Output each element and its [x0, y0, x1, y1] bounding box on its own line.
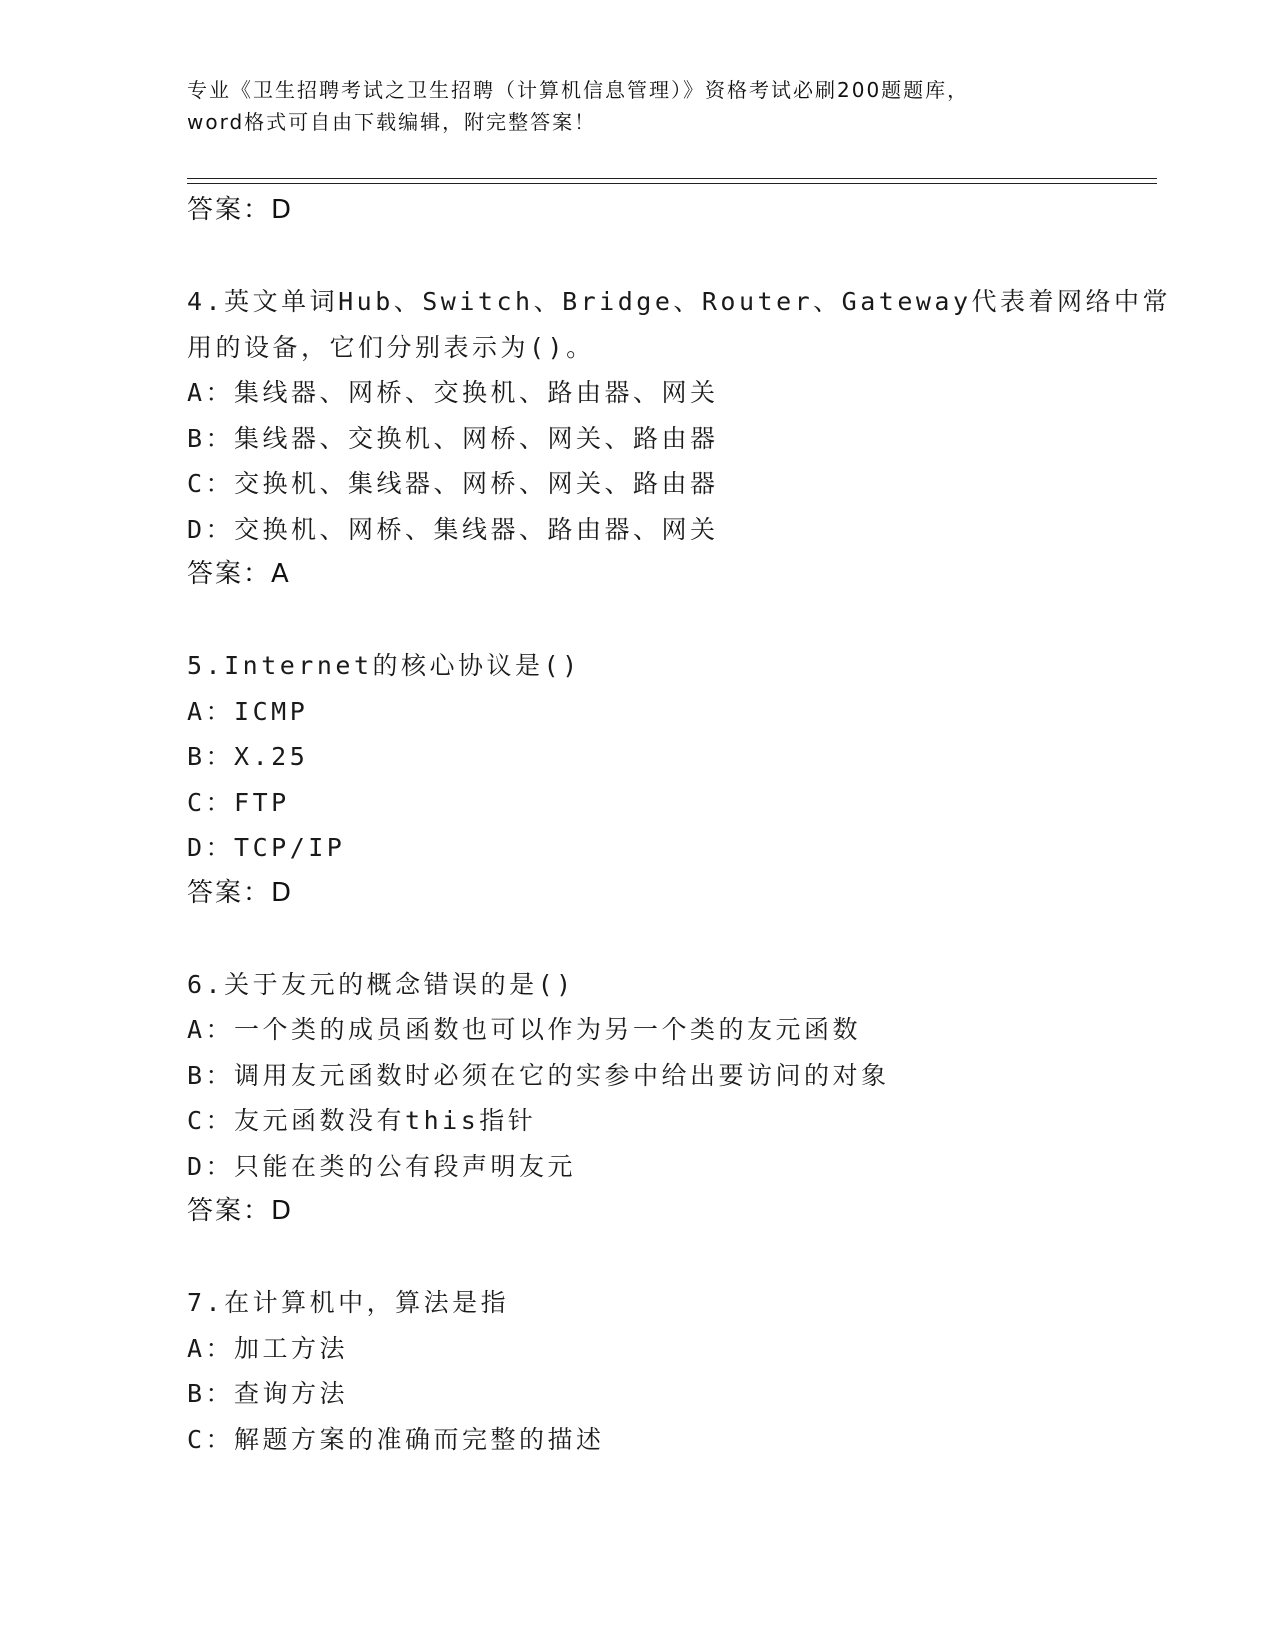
option-c: C：友元函数没有this指针: [187, 1106, 537, 1135]
question-stem: 6.关于友元的概念错误的是(): [187, 969, 575, 999]
option-c: C：交换机、集线器、网桥、网关、路由器: [187, 469, 719, 498]
question-stem: 5.Internet的核心协议是(): [187, 651, 581, 680]
option-b: B：调用友元函数时必须在它的实参中给出要访问的对象: [187, 1060, 890, 1090]
option-a: A：加工方法: [187, 1333, 349, 1363]
question-item: [187, 1280, 1177, 1462]
answer-line: 答案：D: [187, 877, 294, 908]
document-header: [187, 74, 1067, 138]
question-stem: 4.英文单词Hub、Switch、Bridge、Router、Gateway代表着网络中常: [187, 287, 1172, 316]
spacer: [187, 598, 1177, 644]
question-list: [187, 188, 1177, 1462]
header-divider-bottom: [187, 183, 1157, 184]
question-stem: 7.在计算机中，算法是指: [187, 1288, 510, 1317]
option-a: A：一个类的成员函数也可以作为另一个类的友元函数: [187, 1015, 862, 1044]
question-item: [187, 279, 1177, 598]
answer-line: 答案：A: [187, 559, 291, 589]
option-b: B：查询方法: [187, 1379, 349, 1408]
option-a: A：ICMP: [187, 696, 309, 726]
spacer: [187, 234, 1177, 280]
question-item: [187, 962, 1177, 1235]
option-a: A：集线器、网桥、交换机、路由器、网关: [187, 378, 719, 407]
header-title-line-1: 专业《卫生招聘考试之卫生招聘（计算机信息管理）》资格考试必刷200题题库，: [187, 78, 970, 102]
question-item: [187, 643, 1177, 916]
option-b: B：X.25: [187, 742, 309, 771]
option-d: D：只能在类的公有段声明友元: [187, 1151, 577, 1181]
option-b: B：集线器、交换机、网桥、网关、路由器: [187, 423, 719, 453]
answer-line: 答案：D: [187, 195, 294, 225]
option-c: C：解题方案的准确而完整的描述: [187, 1424, 605, 1454]
header-title-line-2: word格式可自由下载编辑，附完整答案！: [187, 110, 597, 134]
answer-line: 答案：D: [187, 1196, 294, 1226]
spacer: [187, 916, 1177, 962]
header-divider-top: [187, 178, 1157, 179]
spacer: [187, 1235, 1177, 1281]
option-c: C：FTP: [187, 787, 290, 817]
option-d: D：TCP/IP: [187, 833, 346, 862]
question-stem: 用的设备，它们分别表示为()。: [187, 332, 595, 362]
option-d: D：交换机、网桥、集线器、路由器、网关: [187, 514, 719, 544]
